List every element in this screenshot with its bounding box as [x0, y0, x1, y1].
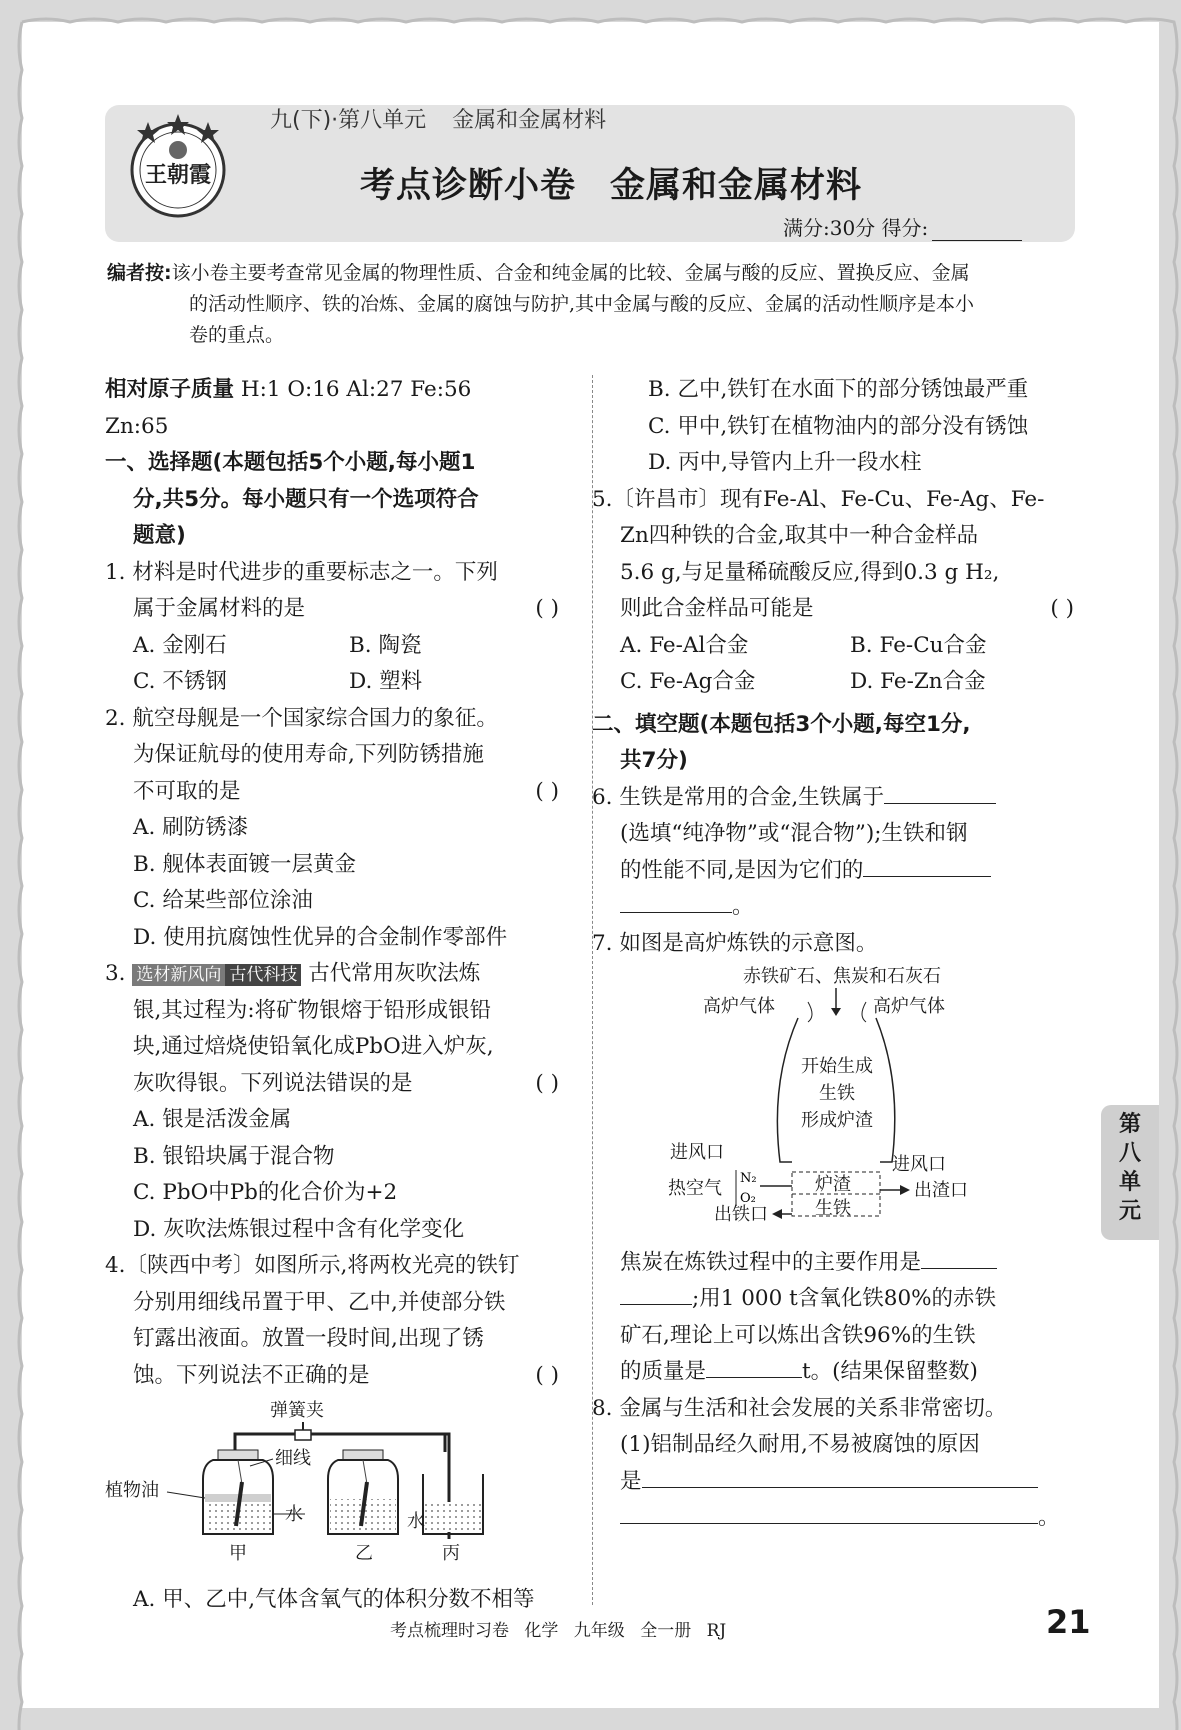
answer-paren[interactable]: ( )	[535, 1362, 559, 1388]
tag-ancient-tech: 古代科技	[225, 964, 301, 986]
option-a: A. 银是活泼金属	[133, 1107, 292, 1132]
fig7-mid3: 形成炉渣	[801, 1110, 873, 1131]
option-c: C. PbO中Pb的化合价为+2	[133, 1180, 398, 1205]
fig7-n2: N₂	[740, 1171, 757, 1186]
q7-blank-1[interactable]	[921, 1248, 997, 1269]
question-7: 7. 如图是高炉炼铁的示意图。 赤铁矿石、焦炭和石灰石 高炉气体 高炉气体 开始生成 生铁 形成炉渣 炉渣 生铁 进风口 进风口 热空气 N₂ O₂ 出渣口 出铁口 焦炭在炼铁过程中的主要作用是 ;用1 000 t含氧化铁80%的赤铁 矿石,理论上可以炼出含铁96%的生铁 的质量是 t。(结果保留整数)	[620, 926, 1080, 1391]
clamp-label: 弹簧夹	[270, 1400, 324, 1421]
option-b: B. 陶瓷	[349, 632, 422, 658]
answer-paren[interactable]: ( )	[1050, 596, 1074, 621]
score-field	[783, 212, 1022, 241]
option-c: C. 不锈钢	[133, 669, 227, 694]
publisher-logo	[128, 108, 228, 228]
question-8: 8. 金属与生活和社会发展的关系非常密切。 (1)铝制品经久耐用,不易被腐蚀的原因 是 。	[592, 1395, 1060, 1530]
fig7-iron: 生铁	[815, 1198, 851, 1219]
option-a: A. 金刚石	[133, 632, 227, 658]
question-2: 2. 航空母舰是一个国家综合国力的象征。 为保证航母的使用寿命,下列防锈措施 不可取的是 ( ) A. 刷防锈漆 B. 舰体表面镀一层黄金 C. 给某些部位涂油 D. 使用抗腐蚀性优异的合金制作零部件	[105, 701, 565, 957]
score-label: 满分:30分 得分:	[783, 216, 929, 240]
fig7-slag-out: 出渣口	[914, 1180, 968, 1201]
label-yi: 乙	[355, 1543, 373, 1564]
fig7-o2: O₂	[740, 1191, 756, 1206]
label-bing: 丙	[442, 1543, 460, 1564]
fig7-gas-left: 高炉气体	[703, 996, 775, 1017]
tag-new-trend: 选材新风向	[132, 964, 225, 986]
header-unit	[270, 103, 606, 134]
option-b: B. 乙中,铁钉在水面下的部分锈蚀最严重	[648, 377, 1029, 402]
answer-paren[interactable]: ( )	[535, 596, 559, 621]
right-column	[592, 372, 1080, 1537]
answer-paren[interactable]: ( )	[535, 778, 559, 804]
question-6: 6. 生铁是常用的合金,生铁属于 (选填“纯净物”或“混合物”);生铁和钢 的性能不同,是因为它们的 。	[620, 780, 1080, 926]
option-a: A. 刷防锈漆	[133, 815, 249, 840]
option-d: D. 丙中,导管内上升一段水柱	[648, 450, 922, 475]
q7-blank-1-cont[interactable]	[620, 1284, 692, 1305]
option-b: B. 舰体表面镀一层黄金	[133, 851, 356, 877]
footer-text: 考点梳理时习卷 化学 九年级 全一册 RJ	[390, 1621, 727, 1641]
question-1: 1. 材料是时代进步的重要标志之一。下列 属于金属材料的是 ( ) A. 金刚石 B. 陶瓷 C. 不锈钢 D. 塑料	[105, 555, 565, 701]
q8-blank-1[interactable]	[642, 1467, 1038, 1488]
oil-label: 植物油	[105, 1480, 159, 1501]
left-column	[105, 372, 565, 1618]
furnace-left-wall	[777, 1018, 798, 1162]
option-d: D. Fe-Zn合金	[850, 669, 986, 694]
fig7-hot-air: 热空气	[668, 1178, 722, 1199]
furnace-right-wall	[876, 1018, 895, 1162]
fig7-mid1: 开始生成	[801, 1056, 873, 1077]
option-d: D. 使用抗腐蚀性优异的合金制作零部件	[133, 924, 508, 950]
fig7-iron-out: 出铁口	[714, 1204, 768, 1225]
question-4: 4.〔陕西中考〕如图所示,将两枚光亮的铁钉 分别用细线吊置于甲、乙中,并使部分铁 钉露出液面。放置一段时间,出现了锈 蚀。下列说法不正确的是 ( )	[105, 1248, 565, 1394]
title-part1: 考点诊断小卷	[360, 166, 577, 206]
page-number: 21	[1046, 1603, 1091, 1641]
water-label-2: 水	[407, 1511, 425, 1532]
option-d: D. 塑料	[349, 669, 423, 694]
fig7-top-label: 赤铁矿石、焦炭和石灰石	[743, 966, 941, 987]
section2-heading: 二、填空题(本题包括3个小题,每空1分, 共7分)	[592, 711, 971, 773]
fig7-inlet-right: 进风口	[892, 1154, 946, 1175]
note-line: 的活动性顺序、铁的冶炼、金属的腐蚀与防护,其中金属与酸的反应、金属的活动性顺序是本小	[189, 293, 975, 315]
water-layer-bing	[425, 1502, 481, 1532]
atomic-mass-values: H:1 O:16 Al:27 Fe:56	[240, 377, 472, 402]
q7-blank-2[interactable]	[706, 1357, 802, 1378]
note-label: 编者按:	[107, 262, 172, 284]
note-line: 卷的重点。	[189, 324, 285, 346]
fig7-inlet-left: 进风口	[670, 1142, 724, 1163]
option-c: C. Fe-Ag合金	[620, 669, 756, 694]
option-c: C. 给某些部位涂油	[133, 888, 313, 913]
page-title	[360, 158, 862, 208]
unit-side-tab[interactable]: 第 八 单 元	[1101, 1105, 1159, 1240]
editor-note	[107, 258, 1072, 351]
question-3: 3. 选材新风向 古代科技 古代常用灰吹法炼 银,其过程为:将矿物银熔于铅形成银铅 块,通过焙烧使铅氧化成PbO进入炉灰, 灰吹得银。下列说法错误的是 ( ) A. 银是活泼金属 B. 银铅块属于混合物 C. PbO中Pb的化合价为+2 D. 灰吹法炼银过程中含有化学变化	[105, 956, 565, 1248]
label-jia: 甲	[229, 1543, 247, 1564]
option-a: A. Fe-Al合金	[620, 632, 749, 658]
fig7-mid2: 生铁	[819, 1083, 855, 1104]
option-b: B. 银铅块属于混合物	[133, 1143, 335, 1169]
q8-blank-1-cont[interactable]	[620, 1503, 1038, 1524]
option-a: A. 甲、乙中,气体含氧气的体积分数不相等	[133, 1586, 535, 1612]
unit-topic: 金属和金属材料	[452, 108, 607, 133]
answer-paren[interactable]: ( )	[535, 1070, 559, 1096]
q6-blank-2-cont[interactable]	[620, 892, 732, 913]
option-b: B. Fe-Cu合金	[850, 632, 987, 658]
title-part2: 金属和金属材料	[610, 166, 863, 206]
q6-blank-2[interactable]	[863, 856, 991, 877]
note-line: 该小卷主要考查常见金属的物理性质、合金和纯金属的比较、金属与酸的反应、置换反应、金属	[171, 262, 970, 284]
fig7-gas-right: 高炉气体	[873, 996, 945, 1017]
section1-heading: 一、选择题(本题包括5个小题,每小题1 分,共5分。每小题只有一个选项符合 题意)	[105, 450, 479, 548]
fig7-slag: 炉渣	[815, 1174, 851, 1195]
score-blank[interactable]	[932, 222, 1022, 241]
atomic-mass-values2: Zn:65	[105, 413, 169, 439]
question-5: 5.〔许昌市〕现有Fe-Al、Fe-Cu、Fe-Ag、Fe- Zn四种铁的合金,取其中一种合金样品 5.6 g,与足量稀硫酸反应,得到0.3 g H₂, 则此合金样品可能是 ( ) A. Fe-Al合金 B. Fe-Cu合金 C. Fe-Ag合金 D. Fe-Zn合金	[592, 482, 1080, 701]
rusting-experiment-figure	[105, 1394, 565, 1569]
option-c: C. 甲中,铁钉在植物油内的部分没有锈蚀	[648, 413, 1029, 439]
atomic-mass-label: 相对原子质量	[105, 377, 235, 402]
logo-text: 王朝霞	[144, 162, 212, 188]
option-d: D. 灰吹法炼银过程中含有化学变化	[133, 1216, 465, 1242]
q6-blank-1[interactable]	[884, 783, 996, 804]
q1-stem: 1. 材料是时代进步的重要标志之一。下列	[105, 559, 498, 585]
unit-label: 九(下)·第八单元	[270, 108, 427, 133]
thread-label: 细线	[275, 1448, 311, 1469]
blast-furnace-figure	[630, 962, 1050, 1232]
water-label-1: 水	[285, 1504, 303, 1525]
